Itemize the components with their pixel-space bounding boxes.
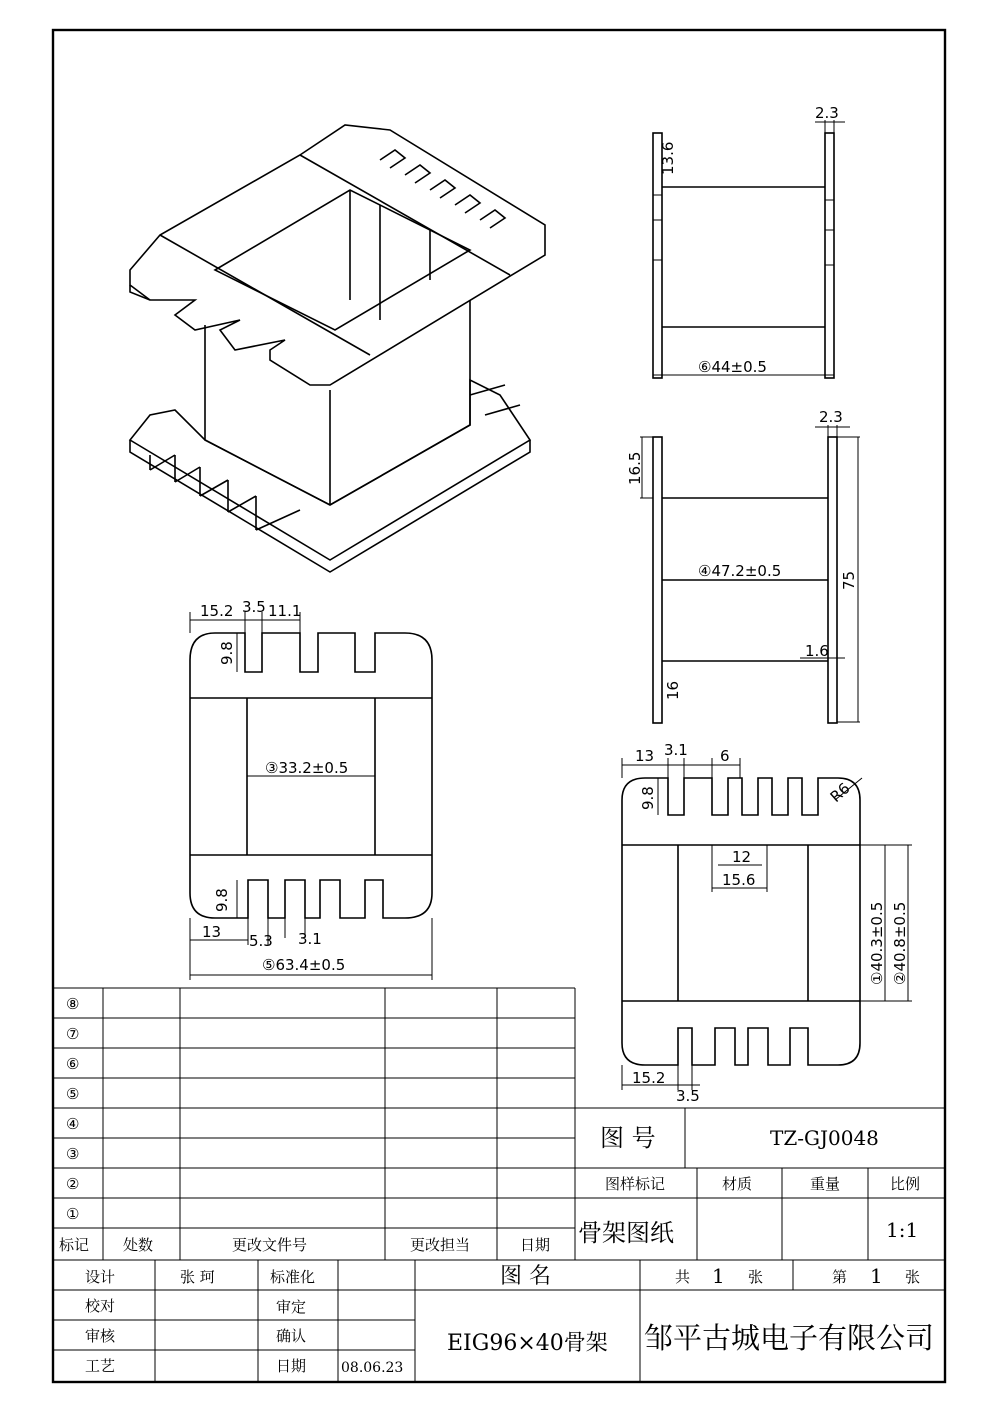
designer-name: 张 珂 <box>180 1268 215 1286</box>
drawing-date: 08.06.23 <box>341 1360 404 1376</box>
dim-front-bottom-gap: 3.5 <box>676 1087 700 1105</box>
dim-front-slot-w: 6 <box>720 747 730 765</box>
part-name-label: 图 名 <box>500 1264 551 1289</box>
process-label: 工艺 <box>85 1357 116 1375</box>
revision-header-date: 日期 <box>520 1236 551 1254</box>
dim-side-b-flange-h: 16.5 <box>626 451 644 485</box>
total-prefix: 共 <box>675 1268 691 1286</box>
dim-front-inner1: 12 <box>732 848 752 866</box>
dim-top-d1: 15.2 <box>200 602 234 620</box>
drawing-no: TZ-GJ0048 <box>770 1126 879 1150</box>
dim-front-inner2: 15.6 <box>722 871 756 889</box>
dim-side-b-height: 75 <box>840 570 858 590</box>
sheet-unit: 张 <box>905 1268 921 1286</box>
side-view-a <box>653 120 845 378</box>
revision-mark-4: ④ <box>66 1115 80 1133</box>
design-label: 设计 <box>85 1268 116 1286</box>
revision-mark-7: ⑦ <box>66 1025 80 1043</box>
confirm-label: 确认 <box>276 1327 307 1345</box>
material-label: 材质 <box>722 1175 753 1193</box>
dim-front-bottom-left: 15.2 <box>632 1069 666 1087</box>
audit-label: 审核 <box>85 1327 116 1345</box>
dim-top-window: ③33.2±0.5 <box>265 759 349 777</box>
dim-top-overall: ⑤63.4±0.5 <box>262 956 346 974</box>
dim-side-b-wall: 1.6 <box>805 642 829 660</box>
dim-top-d2: 3.5 <box>242 598 266 616</box>
revision-mark-6: ⑥ <box>66 1055 80 1073</box>
dim-front-slot-h: 9.8 <box>639 786 657 810</box>
dim-front-a: ①40.3±0.5 <box>868 901 886 985</box>
dim-front-radius: R6 <box>826 779 854 806</box>
drawing-no-label: 图 号 <box>600 1124 656 1152</box>
top-view <box>190 612 432 980</box>
revision-table <box>53 988 575 1260</box>
revision-mark-1: ① <box>66 1205 80 1223</box>
dim-front-left: 13 <box>635 747 655 765</box>
revision-header-mark: 标记 <box>59 1236 90 1254</box>
total-unit: 张 <box>748 1268 764 1286</box>
dim-top-left: 13 <box>202 923 222 941</box>
dim-side-a-width: ⑥44±0.5 <box>698 358 767 376</box>
dim-top-d3: 11.1 <box>268 602 302 620</box>
dim-top-slot-h: 9.8 <box>218 641 236 665</box>
dim-front-b: ②40.8±0.5 <box>891 901 909 985</box>
company-name: 邹平古城电子有限公司 <box>644 1321 935 1355</box>
revision-header-count: 处数 <box>123 1236 154 1254</box>
revision-mark-8: ⑧ <box>66 995 80 1013</box>
total-sheets: 1 <box>712 1264 725 1288</box>
dim-side-a-top-gap: 2.3 <box>815 104 839 122</box>
revision-header-owner: 更改担当 <box>410 1236 471 1254</box>
check-label: 校对 <box>85 1297 116 1315</box>
sheet-number: 1 <box>870 1264 883 1288</box>
review-label: 审定 <box>276 1298 307 1316</box>
dim-side-a-flange-h: 13.6 <box>659 141 677 175</box>
dim-side-b-bottom: 16 <box>664 680 682 700</box>
part-name: EIG96×40骨架 <box>447 1331 608 1356</box>
scale-value: 1:1 <box>886 1218 919 1242</box>
sample-mark-label: 图样标记 <box>605 1175 666 1193</box>
standard-label: 标准化 <box>270 1268 316 1286</box>
revision-header-doc: 更改文件号 <box>232 1236 308 1254</box>
weight-label: 重量 <box>810 1175 841 1193</box>
scale-label: 比例 <box>890 1175 921 1193</box>
revision-mark-3: ③ <box>66 1145 80 1163</box>
sheet-prefix: 第 <box>832 1268 848 1286</box>
dim-front-gap: 3.1 <box>664 741 688 759</box>
dim-side-b-top-gap: 2.3 <box>819 408 843 426</box>
isometric-bobbin-view <box>130 125 545 572</box>
revision-mark-5: ⑤ <box>66 1085 80 1103</box>
dim-top-gap: 3.1 <box>298 930 322 948</box>
drawing-type: 骨架图纸 <box>578 1219 674 1247</box>
dim-top-slot-w: 5.3 <box>249 932 273 950</box>
revision-mark-2: ② <box>66 1175 80 1193</box>
dim-side-b-inner: ④47.2±0.5 <box>698 562 782 580</box>
dim-top-slot-h2: 9.8 <box>213 888 231 912</box>
date-label: 日期 <box>276 1357 307 1375</box>
